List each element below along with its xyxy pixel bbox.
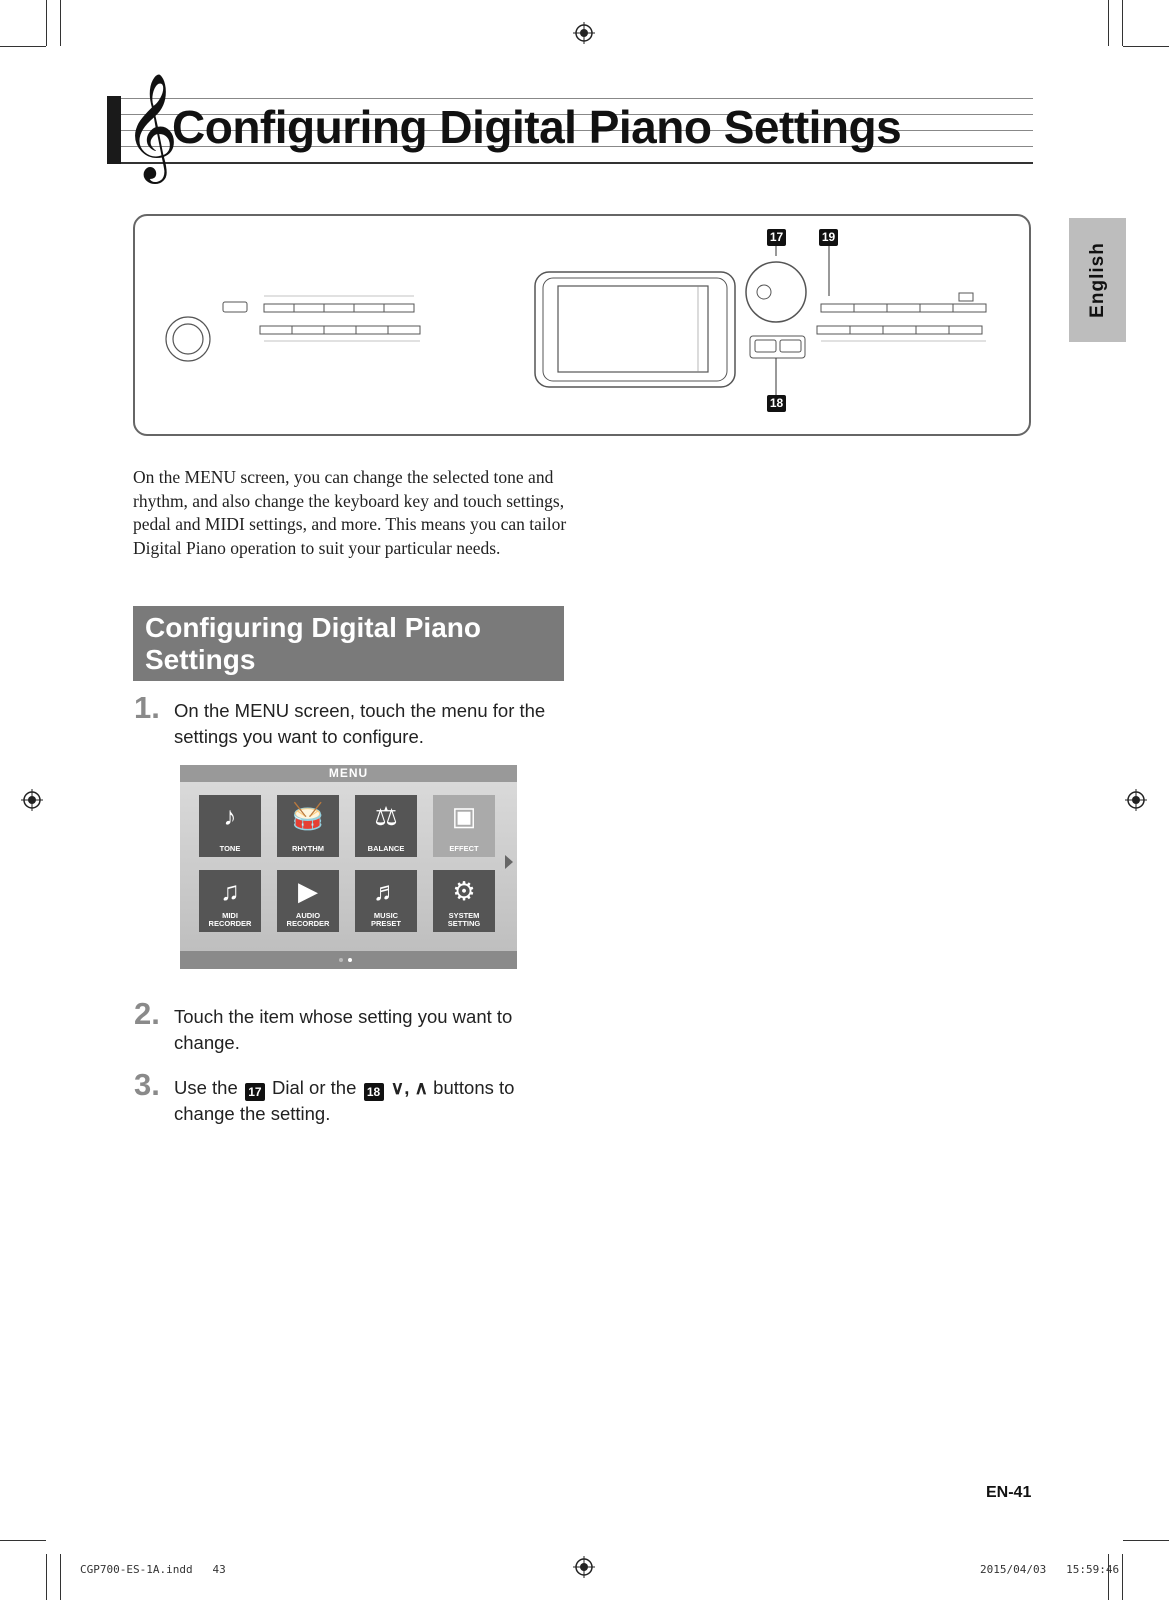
language-tab xyxy=(1069,218,1126,342)
crop-mark xyxy=(1122,1554,1123,1600)
menu-tile-label: EFFECT xyxy=(449,844,479,853)
menu-tile-effect[interactable] xyxy=(433,795,495,857)
effect-icon: ▣ xyxy=(451,801,477,831)
step-text-part: Use the xyxy=(174,1077,238,1098)
menu-tile-label: BALANCE xyxy=(367,844,405,853)
page-title: Configuring Digital Piano Settings xyxy=(172,101,902,153)
crop-mark xyxy=(0,1540,46,1541)
menu-tile-system-setting[interactable] xyxy=(433,870,495,932)
step-number: 3. xyxy=(134,1067,160,1102)
page-number: EN-41 xyxy=(986,1484,1032,1501)
control-panel-drawing xyxy=(135,216,1029,434)
crop-mark xyxy=(0,46,46,47)
language-tab-label: English xyxy=(1086,242,1108,318)
step-text: Touch the item whose setting you want to change. xyxy=(174,1006,513,1053)
down-up-arrows-icon: ∨, ∧ xyxy=(390,1077,429,1098)
callout-dial: 17 xyxy=(767,229,786,246)
registration-mark-icon xyxy=(21,789,43,811)
menu-tile-label: AUDIO RECORDER xyxy=(286,911,330,928)
gear-icon: ⚙ xyxy=(452,876,476,906)
step-text-part: buttons to change the setting. xyxy=(174,1077,515,1124)
header-bar xyxy=(107,96,121,164)
crop-mark xyxy=(60,0,61,46)
page-dot-active xyxy=(348,958,352,962)
crop-mark xyxy=(60,1554,61,1600)
staff-line xyxy=(121,98,1033,99)
step-text: On the MENU screen, touch the menu for the settings you want to configure. xyxy=(174,700,546,747)
menu-tile-label: TONE xyxy=(219,844,241,853)
crop-mark xyxy=(1108,0,1109,46)
step-number: 1. xyxy=(134,690,160,725)
crop-mark xyxy=(1123,1540,1169,1541)
section-title: Configuring Digital Piano Settings xyxy=(145,612,481,675)
next-page-arrow-icon[interactable] xyxy=(505,855,513,869)
audio-recorder-icon: ▶ xyxy=(298,876,318,906)
menu-tile-rhythm[interactable] xyxy=(277,795,339,857)
balance-icon: ⚖ xyxy=(374,801,398,831)
callout-up-down-buttons: 18 xyxy=(767,395,786,412)
section-heading xyxy=(133,606,564,681)
step-text xyxy=(174,1075,574,1127)
music-preset-icon: ♬ xyxy=(373,876,399,906)
menu-tile-label: MUSIC PRESET xyxy=(370,911,401,928)
midi-recorder-icon: ♫ xyxy=(220,876,240,906)
registration-mark-icon xyxy=(573,1556,595,1578)
crop-mark xyxy=(1108,1554,1109,1600)
step-text-part: Dial or the xyxy=(272,1077,357,1098)
callout-setting-button: 19 xyxy=(819,229,838,246)
footer-file-info: CGP700-ES-1A.indd 43 xyxy=(80,1563,226,1576)
intro-paragraph: On the MENU screen, you can change the selected tone and rhythm, and also change the keyboard key and touch settings, pedal and MIDI settings, and more. This means you can tailor Digital Piano operation to suit your particular needs. xyxy=(133,467,567,558)
piano-icon: ♪ xyxy=(223,801,237,831)
menu-tile-music-preset[interactable] xyxy=(355,870,417,932)
menu-tile-audio-recorder[interactable] xyxy=(277,870,339,932)
registration-mark-icon xyxy=(573,22,595,44)
buttons-reference-badge: 18 xyxy=(364,1083,384,1101)
menu-screen-title: MENU xyxy=(180,765,517,782)
menu-page-indicator-bar xyxy=(180,951,517,969)
crop-mark xyxy=(46,1554,47,1600)
dial-reference-badge: 17 xyxy=(245,1083,265,1101)
menu-tile-midi-recorder[interactable] xyxy=(199,870,261,932)
crop-mark xyxy=(46,0,47,46)
staff-line xyxy=(121,162,1033,164)
registration-mark-icon xyxy=(1125,789,1147,811)
control-panel-illustration xyxy=(133,214,1031,436)
menu-tile-balance[interactable] xyxy=(355,795,417,857)
drum-icon: 🥁 xyxy=(291,801,325,831)
menu-tile-tone[interactable] xyxy=(199,795,261,857)
menu-tile-label: SYSTEM SETTING xyxy=(447,911,481,928)
footer-datetime: 2015/04/03 15:59:46 xyxy=(980,1563,1120,1576)
menu-screen-illustration xyxy=(180,765,517,969)
menu-tile-label: RHYTHM xyxy=(291,844,325,853)
treble-clef-icon: 𝄞 xyxy=(124,72,179,179)
crop-mark xyxy=(1123,46,1169,47)
page-dot xyxy=(339,958,343,962)
step-number: 2. xyxy=(134,996,160,1031)
crop-mark xyxy=(1122,0,1123,46)
menu-tile-label: MIDI RECORDER xyxy=(208,911,252,928)
